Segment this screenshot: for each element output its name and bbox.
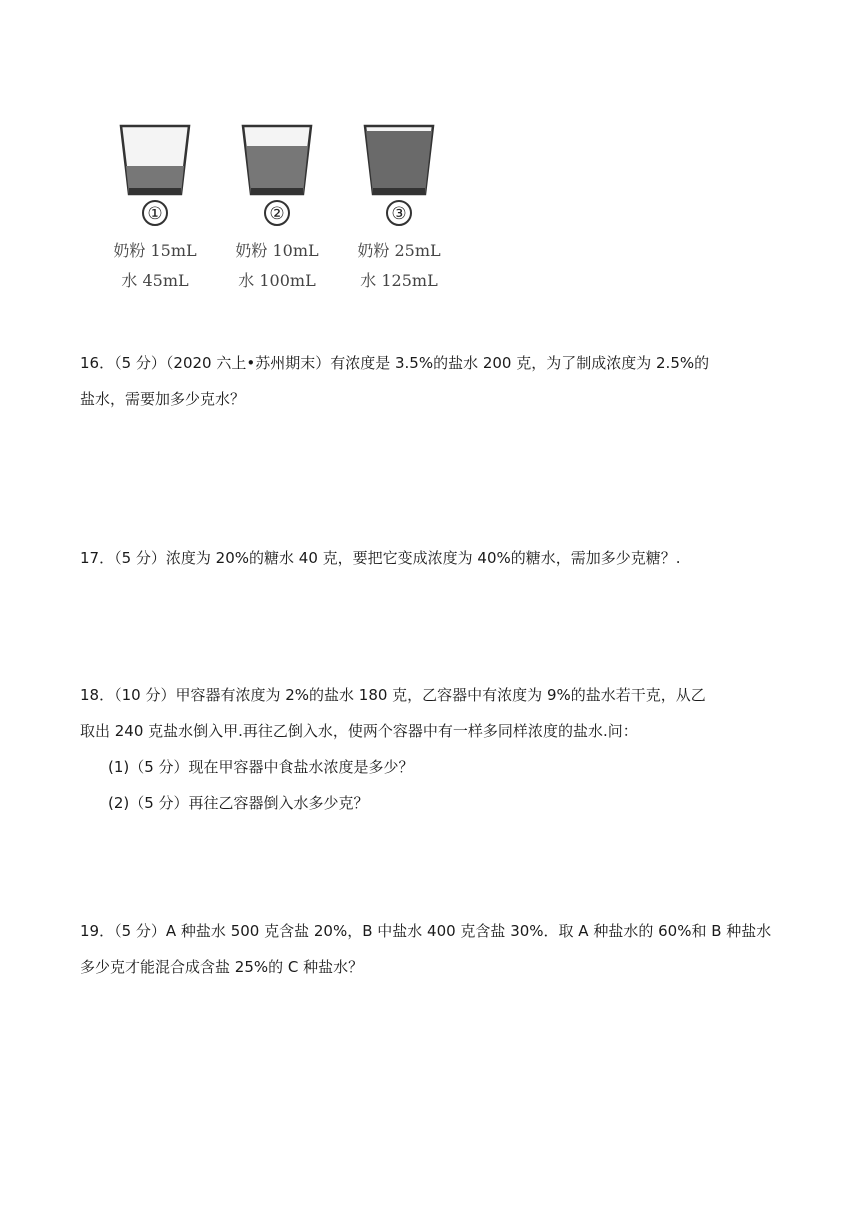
cup-2-milk: 奶粉 10mL [235,241,319,260]
cup-2-drawing [237,118,317,228]
cup-1-number: ① [147,204,163,224]
cup-1-label [100,236,210,296]
question-18-part-1: (1)（5 分）现在甲容器中食盐水浓度是多少？ [108,758,414,776]
question-16-line-1: 16．（5 分）（2020 六上•苏州期末）有浓度是 3.5%的盐水 200 克，为了制成浓度为 2.5%的 [80,354,710,372]
cup-3 [344,118,454,296]
cup-2 [222,118,332,296]
question-18-part-2: (2)（5 分）再往乙容器倒入水多少克？ [108,794,369,812]
cup-3-water: 水 125mL [360,271,438,290]
cup-1-water: 水 45mL [121,271,189,290]
question-19-line-1: 19．（5 分）A 种盐水 500 克含盐 20%，B 中盐水 400 克含盐 30%．取 A 种盐水的 60%和 B 种盐水 [80,922,772,940]
question-18-line-2: 取出 240 克盐水倒入甲.再往乙倒入水，使两个容器中有一样多同样浓度的盐水.问： [80,722,638,740]
milk-cups-figure [100,118,460,298]
cup-2-water: 水 100mL [238,271,316,290]
question-18 [80,677,785,821]
cup-3-drawing [359,118,439,228]
question-19 [80,913,785,985]
cup-3-label [344,236,454,296]
question-16 [80,345,785,417]
cup-2-label [222,236,332,296]
cup-1-drawing [115,118,195,228]
cup-3-milk: 奶粉 25mL [357,241,441,260]
cup-1 [100,118,210,296]
question-17 [80,540,785,576]
question-19-line-2: 多少克才能混合成含盐 25%的 C 种盐水？ [80,958,364,976]
cup-3-number: ③ [391,204,407,224]
cup-2-number: ② [269,204,285,224]
cup-1-milk: 奶粉 15mL [113,241,197,260]
question-18-line-1: 18．（10 分）甲容器有浓度为 2%的盐水 180 克，乙容器中有浓度为 9%的盐水若干克，从乙 [80,686,706,704]
question-16-line-2: 盐水，需要加多少克水？ [80,390,246,408]
question-17-line-1: 17．（5 分）浓度为 20%的糖水 40 克，要把它变成浓度为 40%的糖水，需加多少克糖？. [80,549,681,567]
